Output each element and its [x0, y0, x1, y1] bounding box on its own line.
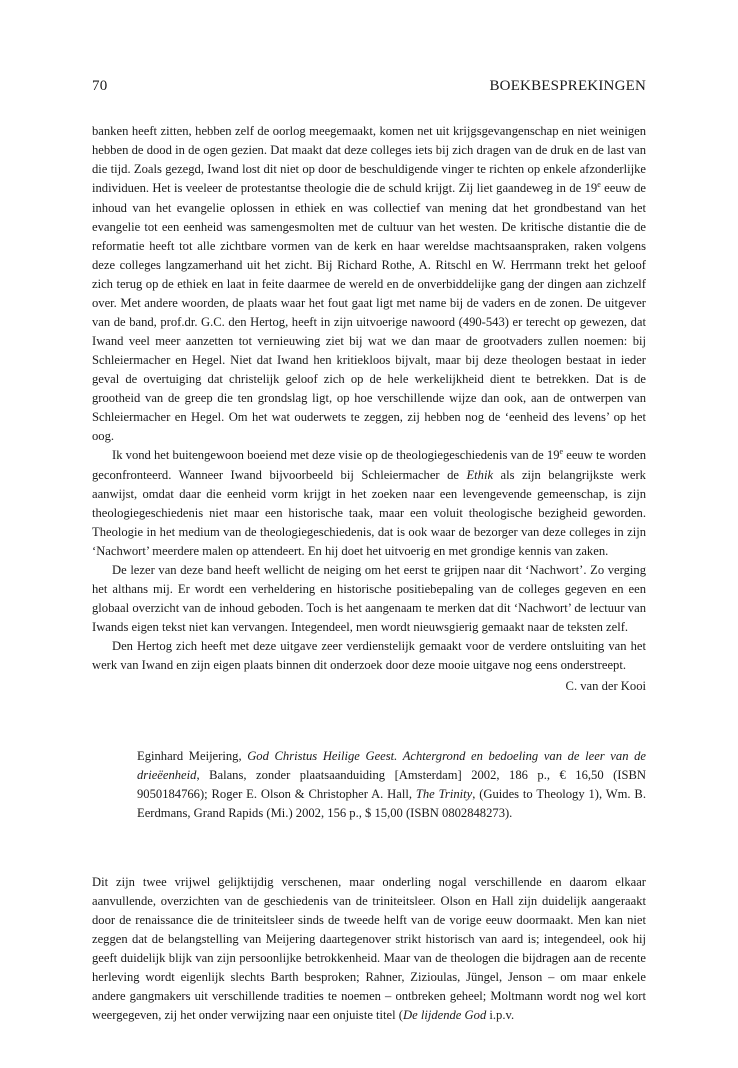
text-run: Den Hertog zich heeft met deze uitgave zeer verdienstelijk gemaakt voor de verdere ontsluiting van het werk van Iwand en zijn eigen plaats binnen dit onderzoek door deze mooie uitgave nog eens onderstreept. — [92, 639, 646, 672]
review-body-second — [92, 873, 646, 1025]
paragraph — [92, 446, 646, 561]
italic-title: Ethik — [466, 468, 494, 482]
paragraph — [92, 561, 646, 637]
superscript: e — [597, 180, 601, 189]
italic-title: God Christus Heilige Geest. Achtergrond en bedoeling van de leer van de drieëenheid — [137, 749, 646, 782]
review-body — [92, 122, 646, 696]
text-run: i.p.v. — [486, 1008, 515, 1022]
paragraph — [92, 637, 646, 675]
reviewer-signature: C. van der Kooi — [565, 679, 646, 693]
italic-title: The Trinity — [415, 787, 473, 801]
text-run: De lezer van deze band heeft wellicht de neiging om het eerst te grijpen naar dit ‘Nachwort’. Zo verging het althans mij. Er wordt een verheldering en historische positiebepaling van de colleges gegeven en een globaal overzicht van de inhoud geboden. Toch is het aangenaam te merken dat dit ‘Nachwort’ de lectuur van Iwands eigen tekst niet kan vervangen. Integendeel, men wordt nieuwsgierig gemaakt naar de teksten zelf. — [92, 563, 646, 634]
text-run: banken heeft zitten, hebben zelf de oorlog meegemaakt, komen net uit krijgsgevangenschap en niet weinigen hebben de dood in de ogen gezien. Dat maakt dat deze colleges iets bij zich dragen van de druk en de last van die tijd. Zoals gezegd, Iwand lost dit niet op door de beschuldigende vinger te richten op enkele afzonderlijke individuen. Het is veeleer de protestantse theologie die de schuld krijgt. Zij liet gaandeweg in de 19 — [92, 124, 646, 195]
paragraph — [92, 873, 646, 1025]
text-run: Eginhard Meijering, — [137, 749, 248, 763]
superscript: e — [559, 447, 564, 456]
text-run: eeuw de inhoud van het evangelie oplossen in ethiek en was collectief van mening dat het grondbestand van het evangelie tot een eenheid was samengesmolten met de cultuur van het westen. De kritische distantie die de reformatie heeft tot alle zichtbare vormen van de kerk en haar wereldse machtsaanspraken, raken volgens deze colleges langzamerhand uit het zicht. Bij Richard Rothe, A. Ritschl en W. Herrmann trekt het geloof zich terug op de ethiek en laat in feite daarmee de wereld en de onverbiddelijke gang der dingen aan zichzelf over. Met andere woorden, de plaats waar het fout gaat ligt met name bij de vaders en de zonen. De uitgever van de band, prof.dr. G.C. den Hertog, heeft in zijn uitvoerige nawoord (490-543) er terecht op gewezen, dat Iwand veel meer aanzetten tot vernieuwing ziet bij wat we dan maar de grootvaders zullen noemen: bij Schleiermacher en Hegel. Niet dat Iwand hen kritiekloos bijvalt, maar bij deze theologen bestaat in ieder geval de overtuiging dat christelijk geloof zich op de hele werkelijkheid dient te betrekken. Dat is de grootheid van de greep die ten grondslag ligt, op hoe verschillende wijze dan ook, aan de ontwerpen van Schleiermacher en Hegel. Om het wat ouderwets te zeggen, zij hebben nog de ‘eenheid des levens’ op het oog. — [92, 181, 646, 443]
running-header — [92, 78, 646, 95]
paragraph — [92, 122, 646, 446]
text-run: als zijn belangrijkste werk aanwijst, omdat daar die eenheid vorm krijgt in het zoeken naar een levengevende gemeenschap, is zijn theologiegeschiedenis niet maar een historische taak, maar een voluit theologische bezigheid geworden. Theologie in het medium van de theologiegeschiedenis, dat is ook waar de bezorger van deze colleges in zijn ‘Nachwort’ meerdere malen op attendeert. En hij doet het uitvoerig en met grondige kennis van zaken. — [92, 468, 646, 558]
text-run: eeuw te worden geconfronteerd. Wanneer Iwand bijvoorbeeld bij Schleiermacher de — [92, 448, 646, 482]
text-run: Ik vond het buitengewoon boeiend met deze visie op de theologiegeschiedenis van de 19 — [112, 448, 560, 462]
text-run: Dit zijn twee vrijwel gelijktijdig verschenen, maar onderling nogal verschillende en daarom elkaar aanvullende, overzichten van de geschiedenis van de triniteitsleer. Olson en Hall zijn duidelijk aangeraakt door de renaissance die de triniteitsleer sinds de tweede helft van de vorige eeuw doormaakt. Men kan niet zeggen dat de belangstelling van Meijering daartegenover strikt historisch van aard is; integendeel, ook hij geeft duidelijk blijk van zijn persoonlijke betrokkenheid. Maar van de theologen die bijdragen aan de recente herleving wordt eigenlijk slechts Barth besproken; Rahner, Zizioulas, Jüngel, Jenson – om maar enkele andere gangmakers uit verschillende tradities te noemen – ontbreken geheel; Moltmann wordt nog wel kort weergegeven, zij het onder verwijzing naar een onjuiste titel ( — [92, 875, 646, 1022]
bibliographic-citation — [137, 747, 646, 823]
italic-title: De lijdende God — [403, 1008, 487, 1022]
text-run: , (Guides to Theology 1), Wm. B. Eerdmans, Grand Rapids (Mi.) 2002, 156 p., $ 15,00 (ISBN 0802848273). — [137, 787, 646, 820]
text-run: , Balans, zonder plaatsaanduiding [Amsterdam] 2002, 186 p., € 16,50 (ISBN 9050184766); Roger E. Olson & Christopher A. Hall, — [137, 768, 646, 801]
running-title: BOEKBESPREKINGEN — [489, 78, 646, 94]
citation-text — [137, 747, 646, 823]
page-number: 70 — [92, 78, 108, 94]
